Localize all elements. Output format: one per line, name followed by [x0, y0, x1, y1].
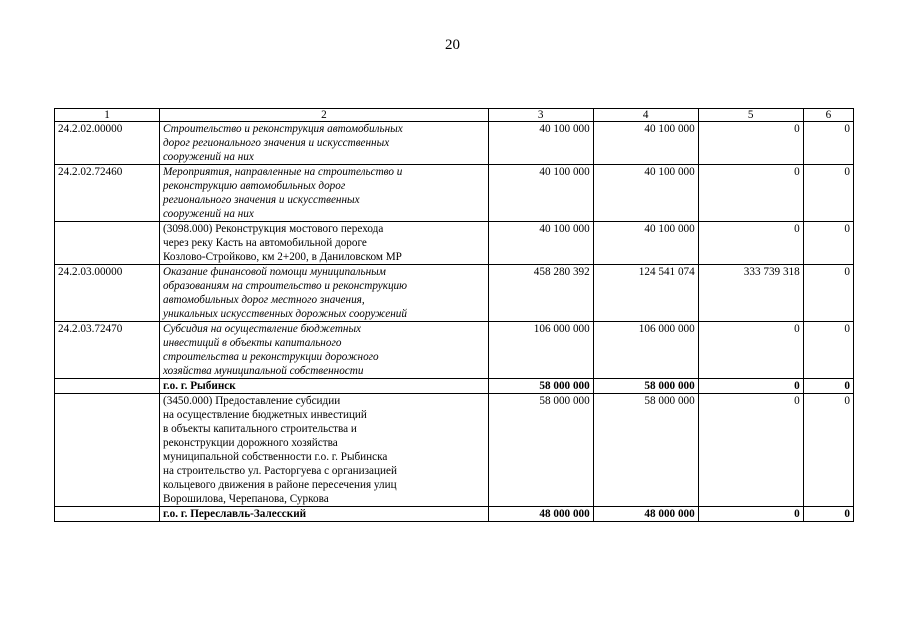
- row-value-c4: 58 000 000: [593, 379, 698, 394]
- column-header: 5: [698, 109, 803, 122]
- row-name: [160, 265, 489, 322]
- row-name-line: на строительство ул. Расторгуева с организацией: [163, 465, 397, 477]
- row-value-c5: 0: [698, 122, 803, 165]
- row-name-line: муниципальной собственности г.о. г. Рыбинска: [163, 451, 388, 463]
- column-header: 1: [55, 109, 160, 122]
- row-name: [160, 394, 489, 507]
- row-value-c4: 48 000 000: [593, 507, 698, 522]
- row-name-line: инвестиций в объекты капитального: [163, 337, 342, 349]
- table-row: [55, 394, 854, 507]
- row-value-c5: 333 739 318: [698, 265, 803, 322]
- row-name-line: в объекты капитального строительства и: [163, 423, 357, 435]
- page-number: 20: [445, 37, 460, 53]
- row-name-line: регионального значения и искусственных: [163, 194, 360, 206]
- row-value-c6: 0: [803, 379, 853, 394]
- table-row: [55, 122, 854, 165]
- row-name-line: кольцевого движения в районе пересечения улиц: [163, 479, 397, 491]
- table-row: [55, 222, 854, 265]
- row-value-c5: 0: [698, 322, 803, 379]
- row-value-c4: 106 000 000: [593, 322, 698, 379]
- budget-table: [54, 108, 854, 522]
- row-value-c6: 0: [803, 265, 853, 322]
- column-header: 4: [593, 109, 698, 122]
- row-value-c3: 58 000 000: [488, 379, 593, 394]
- row-code: [55, 379, 160, 394]
- row-name-line: сооружений на них: [163, 151, 254, 163]
- row-name-line: Мероприятия, направленные на строительство и: [163, 166, 403, 178]
- row-name-line: реконструкцию автомобильных дорог: [163, 180, 346, 192]
- row-value-c6: 0: [803, 122, 853, 165]
- row-code: [55, 222, 160, 265]
- row-value-c5: 0: [698, 379, 803, 394]
- row-value-c6: 0: [803, 507, 853, 522]
- row-value-c3: 40 100 000: [488, 165, 593, 222]
- row-value-c3: 106 000 000: [488, 322, 593, 379]
- row-name-line: сооружений на них: [163, 208, 254, 220]
- row-name-line: г.о. г. Переславль-Залесский: [163, 508, 307, 520]
- row-value-c6: 0: [803, 222, 853, 265]
- row-name-line: уникальных искусственных дорожных сооружений: [163, 308, 407, 320]
- row-code: 24.2.02.72460: [55, 165, 160, 222]
- row-name-line: автомобильных дорог местного значения,: [163, 294, 365, 306]
- row-name: [160, 322, 489, 379]
- header-row: [55, 109, 854, 122]
- row-name-line: (3450.000) Предоставление субсидии: [163, 395, 341, 407]
- row-value-c3: 48 000 000: [488, 507, 593, 522]
- row-value-c5: 0: [698, 507, 803, 522]
- row-value-c4: 124 541 074: [593, 265, 698, 322]
- row-name-line: хозяйства муниципальной собственности: [163, 365, 364, 377]
- row-value-c5: 0: [698, 222, 803, 265]
- row-name: [160, 379, 489, 394]
- column-header: 2: [160, 109, 489, 122]
- row-code: 24.2.03.00000: [55, 265, 160, 322]
- row-name-line: реконструкции дорожного хозяйства: [163, 437, 338, 449]
- row-value-c4: 40 100 000: [593, 222, 698, 265]
- table-row: [55, 322, 854, 379]
- row-name-line: (3098.000) Реконструкция мостового перехода: [163, 223, 384, 235]
- row-value-c4: 40 100 000: [593, 165, 698, 222]
- row-name-line: Оказание финансовой помощи муниципальным: [163, 266, 386, 278]
- row-value-c3: 40 100 000: [488, 122, 593, 165]
- row-name-line: Ворошилова, Черепанова, Суркова: [163, 493, 329, 505]
- row-value-c6: 0: [803, 394, 853, 507]
- column-header: 3: [488, 109, 593, 122]
- row-value-c3: 458 280 392: [488, 265, 593, 322]
- table-row: [55, 265, 854, 322]
- row-value-c3: 40 100 000: [488, 222, 593, 265]
- row-name-line: г.о. г. Рыбинск: [163, 380, 236, 392]
- row-value-c4: 58 000 000: [593, 394, 698, 507]
- row-name-line: на осуществление бюджетных инвестиций: [163, 409, 367, 421]
- row-name: [160, 222, 489, 265]
- row-name: [160, 122, 489, 165]
- row-value-c5: 0: [698, 165, 803, 222]
- table-row: [55, 165, 854, 222]
- row-name-line: через реку Касть на автомобильной дороге: [163, 237, 367, 249]
- row-code: 24.2.02.00000: [55, 122, 160, 165]
- row-name: [160, 507, 489, 522]
- row-code: 24.2.03.72470: [55, 322, 160, 379]
- row-name-line: Строительство и реконструкция автомобильных: [163, 123, 403, 135]
- row-name-line: Козлово-Стройково, км 2+200, в Даниловском МР: [163, 251, 402, 263]
- row-name-line: образованиям на строительство и реконструкцию: [163, 280, 408, 292]
- row-name-line: Субсидия на осуществление бюджетных: [163, 323, 361, 335]
- column-header: 6: [803, 109, 853, 122]
- row-value-c3: 58 000 000: [488, 394, 593, 507]
- table-row: [55, 507, 854, 522]
- row-value-c4: 40 100 000: [593, 122, 698, 165]
- row-name: [160, 165, 489, 222]
- row-code: [55, 507, 160, 522]
- table-row: [55, 379, 854, 394]
- row-code: [55, 394, 160, 507]
- row-name-line: дорог регионального значения и искусственных: [163, 137, 390, 149]
- row-value-c5: 0: [698, 394, 803, 507]
- row-name-line: строительства и реконструкции дорожного: [163, 351, 379, 363]
- row-value-c6: 0: [803, 322, 853, 379]
- row-value-c6: 0: [803, 165, 853, 222]
